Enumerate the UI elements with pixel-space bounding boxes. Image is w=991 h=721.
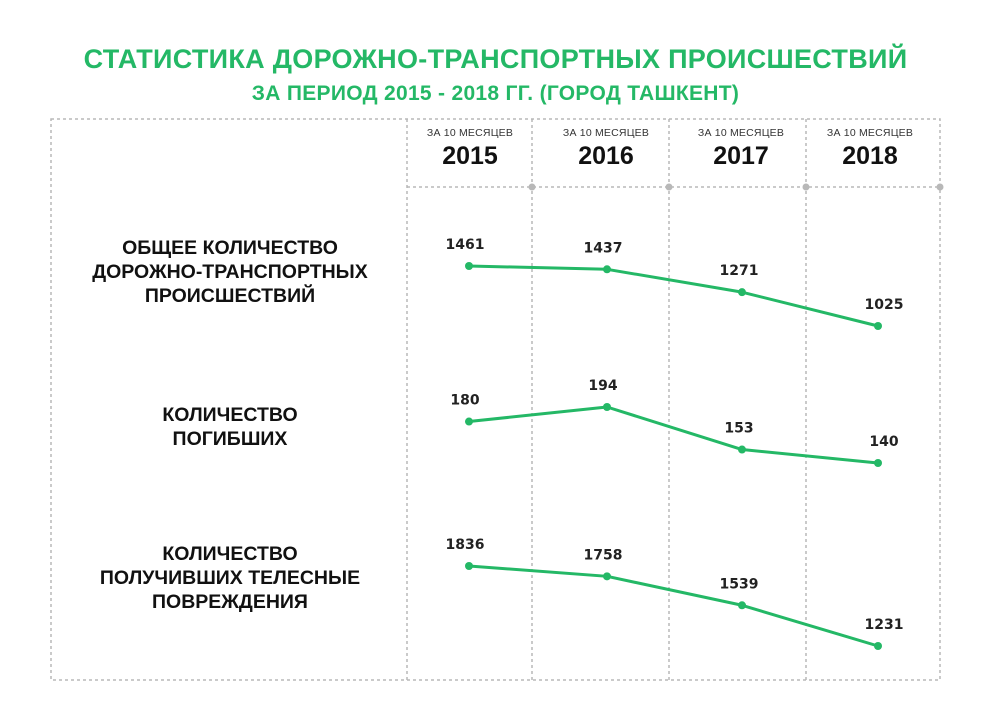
row-label-line: ПОГИБШИХ — [172, 428, 288, 450]
column-year: 2016 — [578, 142, 634, 170]
data-point — [738, 601, 746, 609]
row-label-accidents — [62, 236, 398, 308]
data-point — [603, 265, 611, 273]
row-label-line: ПОЛУЧИВШИХ ТЕЛЕСНЫЕ — [99, 567, 361, 589]
column-header-2018 — [806, 127, 934, 171]
line-series-row-3 — [446, 537, 904, 650]
series-line — [469, 266, 878, 326]
data-point — [465, 262, 473, 270]
data-label: 1461 — [445, 237, 485, 253]
data-point — [603, 403, 611, 411]
data-label: 140 — [869, 434, 899, 450]
data-label: 1025 — [864, 297, 904, 313]
divider-dot-0 — [529, 184, 536, 191]
row-label-line: ПОВРЕЖДЕНИЯ — [152, 591, 308, 613]
data-point — [603, 572, 611, 580]
column-header-2016 — [542, 127, 670, 171]
chart-lines — [446, 237, 904, 650]
row-label-line: ДОРОЖНО-ТРАНСПОРТНЫХ — [92, 261, 368, 283]
row-label-line: ПРОИСШЕСТВИЙ — [144, 285, 316, 307]
data-label: 1539 — [719, 576, 759, 593]
data-label: 1271 — [719, 263, 759, 280]
row-label-deaths — [62, 403, 398, 451]
column-period: ЗА 10 МЕСЯЦЕВ — [562, 127, 650, 139]
series-line — [469, 407, 878, 463]
column-header-2015 — [406, 127, 534, 171]
divider-dot-2 — [803, 184, 810, 191]
line-series-row-2 — [450, 378, 898, 467]
data-label: 1231 — [864, 617, 904, 633]
data-label: 194 — [588, 378, 618, 394]
row-label-line: ОБЩЕЕ КОЛИЧЕСТВО — [122, 237, 338, 259]
row-label-injuries — [62, 542, 398, 614]
data-label: 1836 — [445, 537, 485, 553]
data-point — [874, 459, 882, 467]
divider-dot-3 — [937, 184, 944, 191]
data-point — [738, 288, 746, 296]
column-year: 2018 — [842, 142, 898, 170]
data-point — [465, 562, 473, 570]
column-year: 2015 — [442, 142, 498, 170]
data-label: 180 — [450, 392, 480, 409]
data-point — [874, 322, 882, 330]
column-year: 2017 — [713, 142, 769, 170]
column-period: ЗА 10 МЕСЯЦЕВ — [697, 127, 785, 139]
data-point — [738, 446, 746, 454]
line-series-row-1 — [446, 237, 904, 330]
data-label: 1758 — [583, 547, 623, 564]
divider-dot-1 — [666, 184, 673, 191]
column-period: ЗА 10 МЕСЯЦЕВ — [426, 127, 514, 139]
chart-title: СТАТИСТИКА ДОРОЖНО-ТРАНСПОРТНЫХ ПРОИСШЕСТВИЙ — [83, 44, 908, 74]
row-label-line: КОЛИЧЕСТВО — [162, 404, 298, 426]
data-point — [874, 642, 882, 650]
series-line — [469, 566, 878, 646]
column-header-2017 — [677, 127, 805, 171]
data-label: 153 — [724, 420, 754, 437]
data-label: 1437 — [583, 240, 623, 257]
data-point — [465, 418, 473, 426]
row-label-line: КОЛИЧЕСТВО — [162, 543, 298, 565]
column-period: ЗА 10 МЕСЯЦЕВ — [826, 127, 914, 139]
chart-subtitle: ЗА ПЕРИОД 2015 - 2018 ГГ. (ГОРОД ТАШКЕНТ) — [251, 82, 740, 105]
